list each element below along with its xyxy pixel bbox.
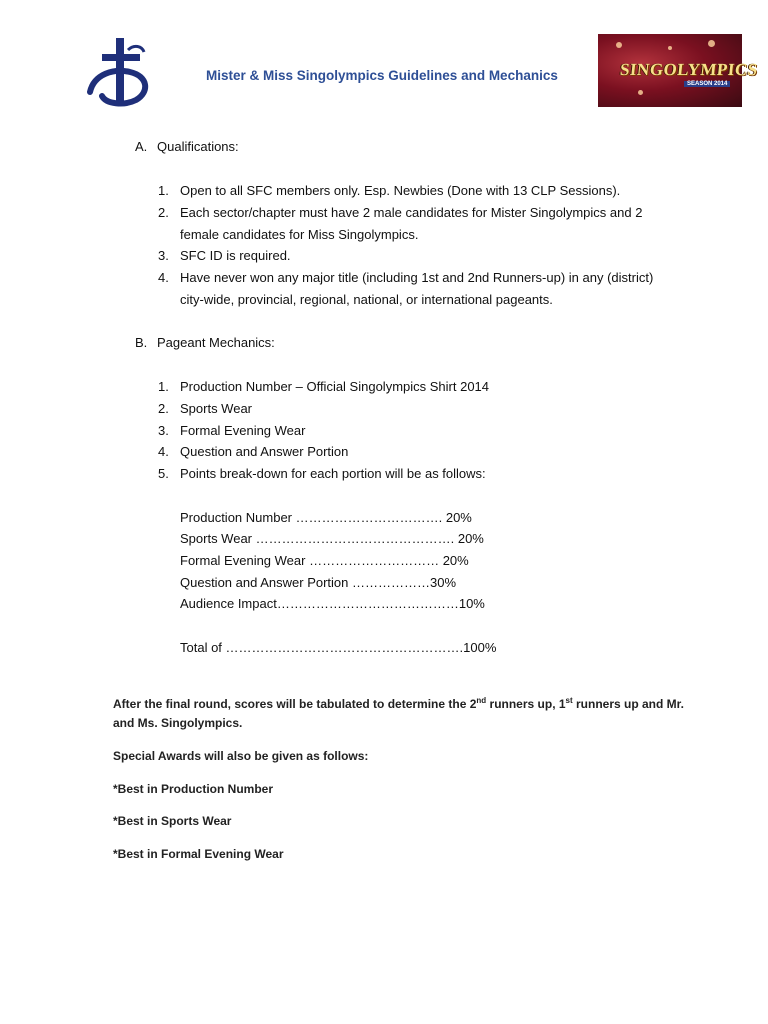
list-item-continuation: female candidates for Miss Singolympics.	[180, 227, 419, 242]
list-item: 3. SFC ID is required.	[158, 248, 291, 263]
list-item: 1. Production Number – Official Singolympics Shirt 2014	[158, 379, 490, 394]
list-item: 2. Each sector/chapter must have 2 male candidates for Mister Singolympics and 2	[158, 205, 643, 220]
award-item: *Best in Production Number	[113, 782, 274, 796]
brand-logo-season: SEASON 2014	[684, 81, 730, 87]
award-item: *Best in Formal Evening Wear	[113, 847, 284, 861]
section-a-heading: A. Qualifications:	[135, 139, 239, 154]
singolympics-logo	[598, 34, 759, 107]
list-item: 3. Formal Evening Wear	[158, 423, 306, 438]
section-b-heading: B. Pageant Mechanics:	[135, 335, 275, 350]
special-awards-intro: Special Awards will also be given as follows:	[113, 749, 369, 763]
points-row-audience: Audience Impact……………………………………10%	[180, 596, 485, 611]
list-item: 5. Points break-down for each portion will be as follows:	[158, 466, 486, 481]
document-title: Mister & Miss Singolympics Guidelines and Mechanics	[206, 68, 558, 83]
award-item: *Best in Sports Wear	[113, 814, 232, 828]
points-row-sports: Sports Wear ………………………………………. 20%	[180, 531, 484, 546]
list-item: 1. Open to all SFC members only. Esp. Newbies (Done with 13 CLP Sessions).	[158, 183, 621, 198]
points-total: Total of ……………………………………………….100%	[180, 640, 497, 655]
brand-logo-text: SINGOLYMPICS	[619, 60, 759, 79]
list-item: 4. Have never won any major title (including 1st and 2nd Runners-up) in any (district)	[158, 270, 654, 285]
list-item-continuation: city-wide, provincial, regional, national, or international pageants.	[180, 292, 553, 307]
closing-paragraph-line2: and Ms. Singolympics.	[113, 716, 243, 730]
closing-paragraph: After the final round, scores will be tabulated to determine the 2nd runners up, 1st runners up and Mr.	[113, 696, 685, 711]
list-item: 4. Question and Answer Portion	[158, 444, 349, 459]
points-row-qa: Question and Answer Portion ………………30%	[180, 575, 457, 590]
points-row-production: Production Number ……………………………. 20%	[180, 510, 472, 525]
points-row-formal: Formal Evening Wear ………………………… 20%	[180, 553, 469, 568]
sfc-logo	[80, 34, 158, 112]
list-item: 2. Sports Wear	[158, 401, 253, 416]
